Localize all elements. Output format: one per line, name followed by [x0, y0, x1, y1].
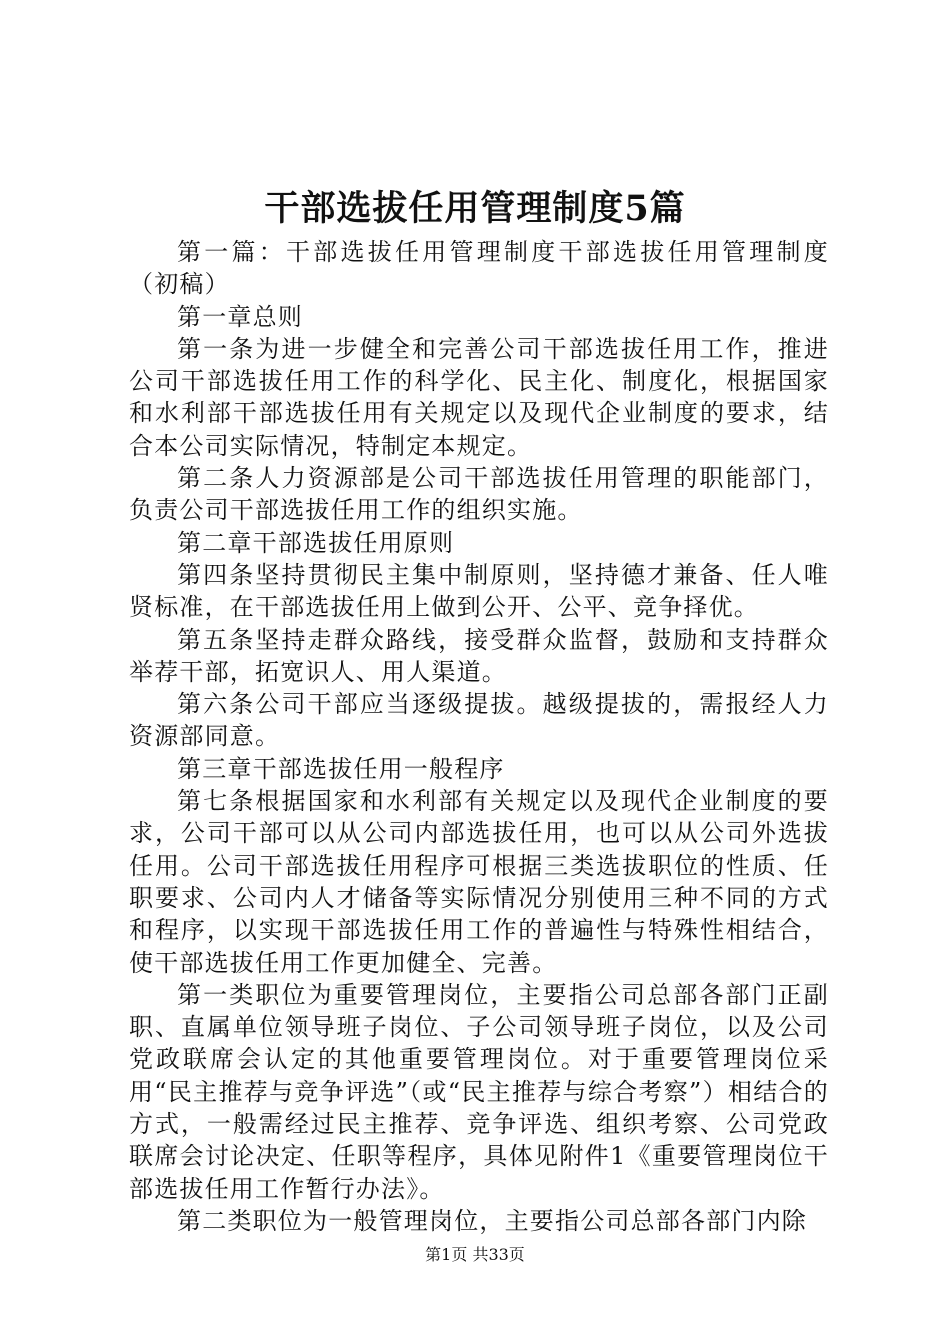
article-4: 第四条坚持贯彻民主集中制原则，坚持德才兼备、任人唯贤标准，在干部选拔任用上做到公开、公平、竞争择优。: [129, 560, 829, 622]
chapter-heading-principles: 第二章干部选拔任用原则: [177, 528, 455, 557]
article-6: 第六条公司干部应当逐级提拔。越级提拔的，需报经人力资源部同意。: [129, 690, 829, 751]
article-5: 第五条坚持走群众路线，接受群众监督，鼓励和支持群众举荐干部，拓宽识人、用人渠道。: [129, 625, 829, 686]
document-body: [129, 236, 829, 1237]
category-2-paragraph: 第二类职位为一般管理岗位，主要指公司总部各部门内除: [177, 1206, 807, 1235]
chapter-heading-general: 第一章总则: [177, 302, 303, 331]
article-2: 第二条人力资源部是公司干部选拔任用管理的职能部门，负责公司干部选拔任用工作的组织实施。: [129, 464, 829, 525]
category-1-paragraph: 第一类职位为重要管理岗位，主要指公司总部各部门正副职、直属单位领导班子岗位、子公司领导班子岗位，以及公司党政联席会认定的其他重要管理岗位。对于重要管理岗位采用“民主推荐与竞争评选”（或“民主推荐与综合考察”）相结合的方式，一般需经过民主推荐、竞争评选、组织考察、公司党政联席会讨论决定、任职等程序，具体见附件1《重要管理岗位干部选拔任用工作暂行办法》。: [129, 980, 829, 1203]
page-number-footer: 第1页 共33页: [425, 1245, 525, 1264]
document-title: 干部选拔任用管理制度5篇: [264, 188, 686, 229]
article-1: 第一条为进一步健全和完善公司干部选拔任用工作，推进公司干部选拔任用工作的科学化、民主化、制度化，根据国家和水利部干部选拔任用有关规定以及现代企业制度的要求，结合本公司实际情况，特制定本规定。: [129, 334, 829, 460]
chapter-heading-procedure: 第三章干部选拔任用一般程序: [177, 754, 505, 783]
article-7: 第七条根据国家和水利部有关规定以及现代企业制度的要求，公司干部可以从公司内部选拔任用，也可以从公司外选拔任用。公司干部选拔任用程序可根据三类选拔职位的性质、任职要求、公司内人才储备等实际情况分别使用三种不同的方式和程序，以实现干部选拔任用工作的普遍性与特殊性相结合，使干部选拔任用工作更加健全、完善。: [129, 787, 829, 977]
paragraph-part-one-heading: 第一篇：干部选拔任用管理制度干部选拔任用管理制度（初稿）: [129, 238, 829, 299]
